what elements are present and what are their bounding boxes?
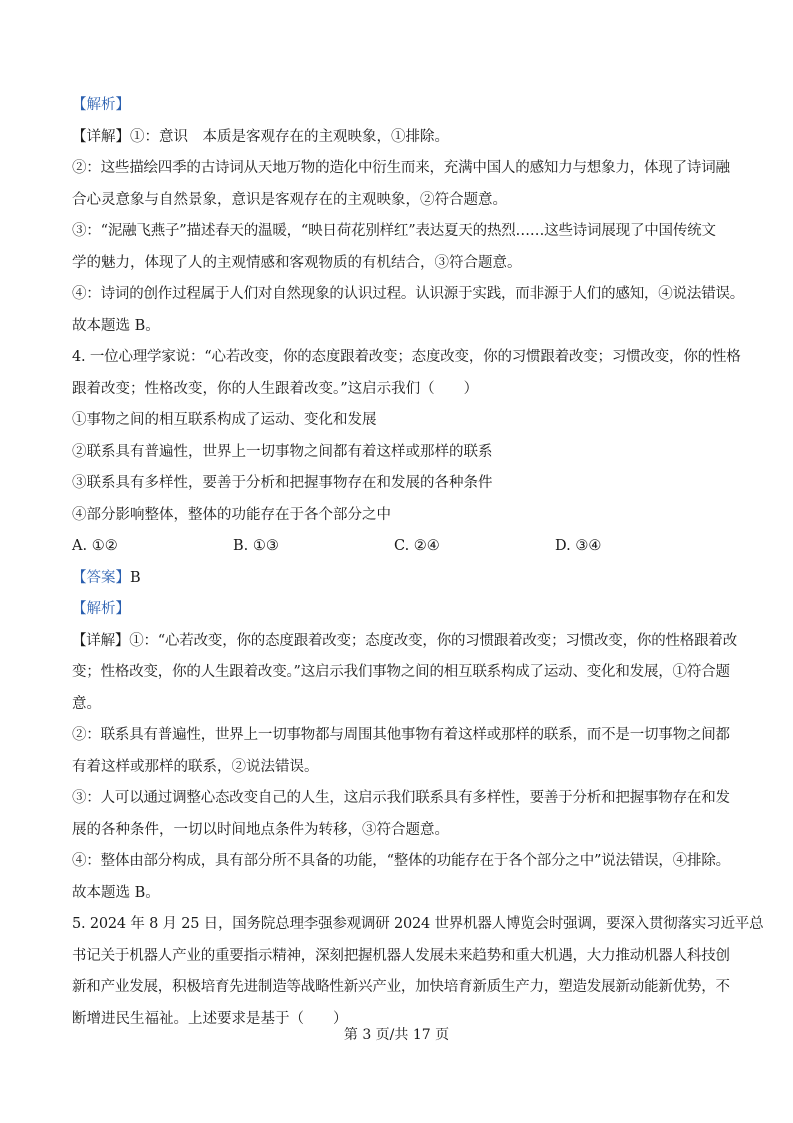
detail-paragraph: 意。 — [72, 695, 101, 712]
question-stem: 跟着改变；性格改变，你的人生跟着改变。”这启示我们（ ） — [72, 380, 479, 397]
question-stem: 4. 一位心理学家说：“心若改变，你的态度跟着改变；态度改变，你的习惯跟着改变；习惯改变，你的性格 — [72, 349, 741, 365]
question-stem: 断增进民生福祉。上述要求是基于（ ） — [72, 1010, 348, 1027]
option-d: D. ③④ — [555, 538, 602, 554]
detail-paragraph: 合心灵意象与自然景象，意识是客观存在的主观映象，②符合题意。 — [72, 191, 507, 208]
page-footer: 第 3 页/共 17 页 — [343, 1027, 450, 1043]
option-b: B. ①③ — [233, 538, 279, 554]
analysis-heading: 【解析】 — [72, 601, 130, 617]
detail-paragraph: 【详解】①：意识 本质是客观存在的主观映象，①排除。 — [72, 128, 449, 145]
detail-paragraph: ②：联系具有普遍性，世界上一切事物都与周围其他事物有着这样或那样的联系，而不是一切事物之间都 — [72, 727, 730, 743]
conclusion-text: 故本题选 B。 — [72, 317, 160, 334]
question-item: ④部分影响整体，整体的功能存在于各个部分之中 — [72, 506, 391, 523]
answer-line — [72, 563, 732, 595]
answer-value: B — [130, 569, 141, 586]
option-a: A. ①② — [72, 538, 118, 554]
detail-paragraph: ③：人可以通过调整心态改变自己的人生，这启示我们联系具有多样性，要善于分析和把握事物存在和发 — [72, 790, 730, 806]
detail-paragraph: 【详解】①：“心若改变，你的态度跟着改变；态度改变，你的习惯跟着改变；习惯改变，你的性格跟着改 — [72, 632, 738, 649]
question-item: ②联系具有普遍性，世界上一切事物之间都有着这样或那样的联系 — [72, 443, 493, 460]
detail-paragraph: 变；性格改变，你的人生跟着改变。”这启示我们事物之间的相互联系构成了运动、变化和发展，①符合题 — [72, 664, 730, 680]
detail-paragraph: ②：这些描绘四季的古诗词从天地万物的造化中衍生而来，充满中国人的感知力与想象力，体现了诗词融 — [72, 160, 730, 176]
question-item: ③联系具有多样性，要善于分析和把握事物存在和发展的各种条件 — [72, 475, 493, 491]
question-item: ①事物之间的相互联系构成了运动、变化和发展 — [72, 412, 377, 428]
answer-tag: 【答案】 — [72, 569, 130, 586]
detail-paragraph: ④：诗词的创作过程属于人们对自然现象的认识过程。认识源于实践，而非源于人们的感知，④说法错误。 — [72, 286, 745, 302]
detail-paragraph: 展的各种条件，一切以时间地点条件为转移，③符合题意。 — [72, 821, 449, 838]
answer-options — [72, 531, 732, 563]
detail-paragraph: 学的魅力，体现了人的主观情感和客观物质的有机结合，③符合题意。 — [72, 254, 522, 271]
detail-paragraph: 有着这样或那样的联系，②说法错误。 — [72, 758, 319, 775]
question-stem: 新和产业发展，积极培育先进制造等战略性新兴产业，加快培育新质生产力，塑造发展新动能新优势，不 — [72, 979, 730, 995]
document-page — [72, 90, 764, 1035]
question-stem: 书记关于机器人产业的重要指示精神，深刻把握机器人发展未来趋势和重大机遇，大力推动机器人科技创 — [72, 947, 730, 964]
option-c: C. ②④ — [394, 538, 440, 554]
conclusion-text: 故本题选 B。 — [72, 884, 160, 901]
detail-paragraph: ④：整体由部分构成，具有部分所不具备的功能，“整体的功能存在于各个部分之中”说法错误，④排除。 — [72, 853, 730, 869]
detail-paragraph: ③：“泥融飞燕子”描述春天的温暖，“映日荷花别样红”表达夏天的热烈……这些诗词展现了中国传统文 — [72, 223, 716, 239]
question-stem: 5. 2024 年 8 月 25 日，国务院总理李强参观调研 2024 世界机器人博览会时强调，要深入贯彻落实习近平总 — [72, 916, 764, 932]
analysis-heading: 【解析】 — [72, 97, 130, 113]
